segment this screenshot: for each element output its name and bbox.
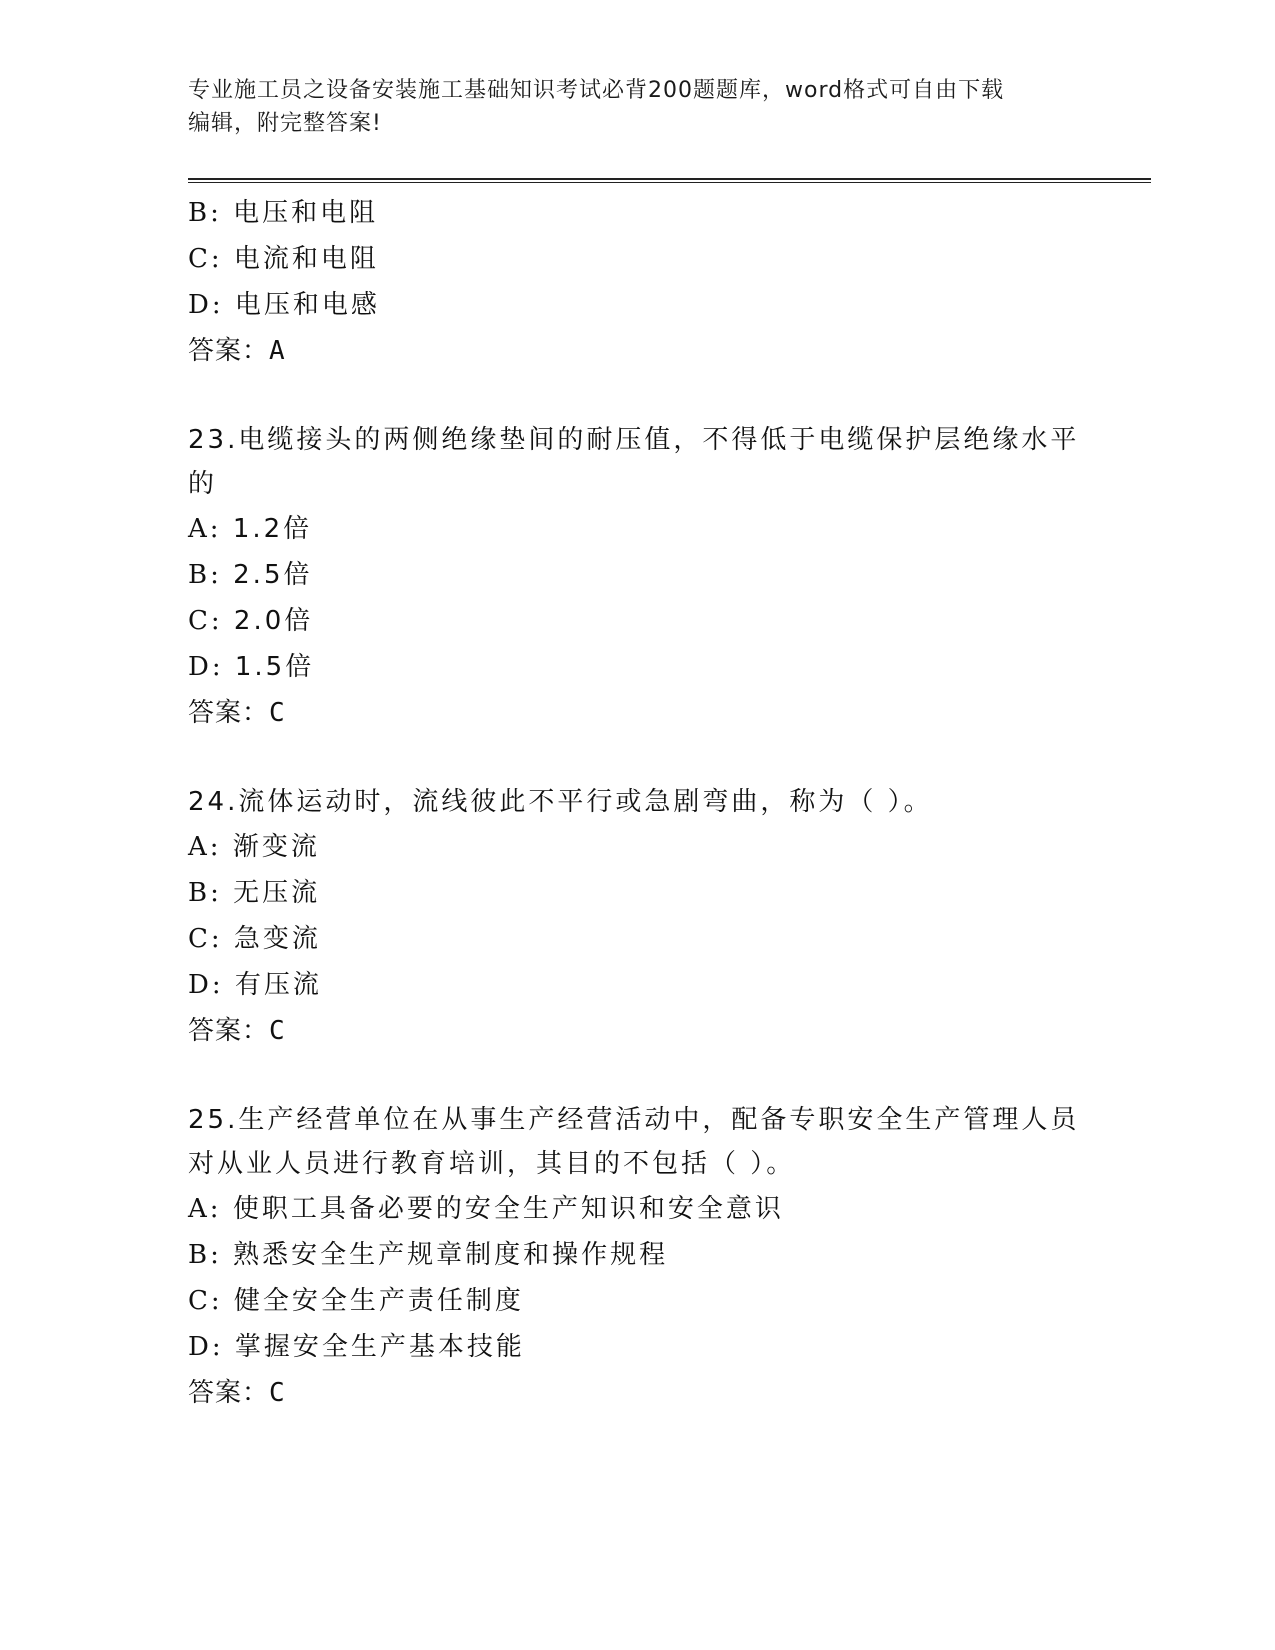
answer-value: C [269, 1378, 286, 1408]
option-letter: B: [188, 560, 222, 590]
question-block-24 [188, 780, 1088, 1054]
option-letter: C: [188, 924, 223, 954]
question-block-25 [188, 1098, 1088, 1416]
answer-value: C [269, 698, 286, 728]
option-text: 电流和电阻 [233, 244, 379, 274]
header-title-line1: 专业施工员之设备安装施工基础知识考试必背200题题库，word格式可自由下载 [188, 78, 1005, 103]
option-letter: A: [188, 832, 222, 862]
option-a [188, 506, 1088, 552]
option-letter: B: [188, 1240, 222, 1270]
answer-value: A [269, 336, 286, 366]
answer-label: 答案： [188, 698, 270, 728]
option-b [188, 190, 1088, 236]
option-a [188, 1186, 1088, 1232]
option-a [188, 824, 1088, 870]
option-b [188, 552, 1088, 598]
option-text: 急变流 [233, 924, 321, 954]
answer-line [188, 1008, 1088, 1054]
option-text: 使职工具备必要的安全生产知识和安全意识 [232, 1194, 784, 1224]
option-text: 掌握安全生产基本技能 [234, 1332, 525, 1362]
option-letter: D: [188, 652, 224, 682]
option-letter: D: [188, 290, 224, 320]
option-letter: B: [188, 198, 222, 228]
option-d [188, 962, 1088, 1008]
question-block-23 [188, 418, 1088, 736]
option-letter: B: [188, 878, 222, 908]
answer-line [188, 1370, 1088, 1416]
option-text: 2.0倍 [233, 606, 314, 636]
option-letter: C: [188, 244, 223, 274]
option-letter: A: [188, 1194, 222, 1224]
option-letter: D: [188, 1332, 224, 1362]
option-c [188, 598, 1088, 644]
prev-question-block [188, 190, 1088, 374]
answer-line [188, 690, 1088, 736]
option-c [188, 236, 1088, 282]
page-header [188, 74, 1088, 140]
option-text: 电压和电感 [234, 290, 380, 320]
header-title-line2: 编辑，附完整答案! [188, 111, 382, 136]
option-b [188, 870, 1088, 916]
option-b [188, 1232, 1088, 1278]
option-text: 2.5倍 [233, 560, 313, 590]
option-text: 电压和电阻 [233, 198, 379, 228]
answer-label: 答案： [188, 1378, 270, 1408]
option-text: 1.5倍 [234, 652, 315, 682]
option-letter: A: [188, 514, 222, 544]
option-letter: C: [188, 606, 223, 636]
option-c [188, 916, 1088, 962]
option-c [188, 1278, 1088, 1324]
option-text: 健全安全生产责任制度 [233, 1286, 524, 1316]
header-divider [188, 178, 1151, 183]
question-stem: 23.电缆接头的两侧绝缘垫间的耐压值，不得低于电缆保护层绝缘水平的 [188, 425, 1080, 499]
question-stem: 24.流体运动时，流线彼此不平行或急剧弯曲，称为（ ）。 [188, 787, 933, 817]
option-text: 无压流 [233, 878, 321, 908]
option-d [188, 1324, 1088, 1370]
answer-line [188, 328, 1088, 374]
question-stem: 25.生产经营单位在从事生产经营活动中，配备专职安全生产管理人员对从业人员进行教育培训，其目的不包括（ ）。 [188, 1105, 1080, 1179]
document-body [188, 190, 1088, 1416]
option-letter: C: [188, 1286, 223, 1316]
option-text: 1.2倍 [232, 514, 313, 544]
option-letter: D: [188, 970, 224, 1000]
answer-label: 答案： [188, 1016, 270, 1046]
option-d [188, 282, 1088, 328]
answer-label: 答案： [188, 336, 270, 366]
option-text: 熟悉安全生产规章制度和操作规程 [233, 1240, 669, 1270]
answer-value: C [269, 1016, 286, 1046]
option-text: 有压流 [234, 970, 322, 1000]
option-text: 渐变流 [232, 832, 320, 862]
option-d [188, 644, 1088, 690]
